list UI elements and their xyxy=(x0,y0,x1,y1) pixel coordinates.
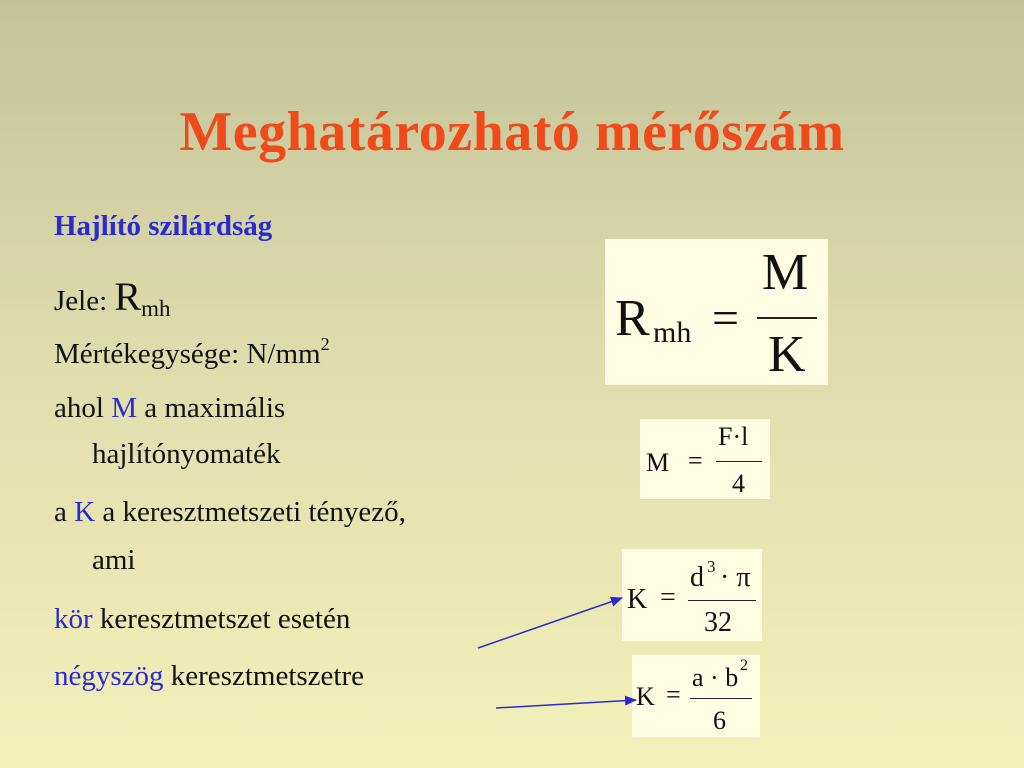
formula-m-denominator: 4 xyxy=(732,469,745,498)
ahol-continuation: hajlítónyomaték xyxy=(92,438,281,470)
formula-k-rect-denominator: 6 xyxy=(713,706,726,735)
formula-k-circle-num-base: d xyxy=(690,562,704,593)
formula-k-rect-lhs: K xyxy=(636,682,655,711)
arrow-negyszog xyxy=(496,700,636,708)
symbol-label: Jele: xyxy=(54,285,108,317)
formula-k-circle-denominator: 32 xyxy=(704,607,732,638)
symbol-subscript: mh xyxy=(141,296,171,321)
kor-word: kör xyxy=(54,603,93,635)
formula-rmh-eq: = xyxy=(712,292,740,345)
ahol-variable: M xyxy=(111,392,137,424)
formula-k-rect-eq: = xyxy=(666,680,681,709)
formula-m-eq: = xyxy=(688,446,703,475)
arrow-kor xyxy=(478,598,622,648)
formula-m-lhs: M xyxy=(646,448,670,477)
kor-text: keresztmetszet esetén xyxy=(99,603,351,635)
formula-k-circle-lhs: K xyxy=(627,584,648,615)
formula-rmh-numerator: M xyxy=(762,244,809,301)
formula-k-circle-num-exp: 3 xyxy=(707,557,716,576)
symbol-r: R xyxy=(114,274,142,319)
negy-text: keresztmetszetre xyxy=(170,660,364,692)
a-prefix: a xyxy=(54,496,67,528)
formula-rmh-sub: mh xyxy=(653,316,692,349)
ahol-text: a maximális xyxy=(144,392,286,424)
formula-k-circle-num-rest: · π xyxy=(720,562,751,593)
negy-word: négyszög xyxy=(54,660,164,692)
formula-k-rect-num-base: a · b xyxy=(692,663,739,692)
section-heading: Hajlító szilárdság xyxy=(54,210,273,242)
formula-rmh-denominator: K xyxy=(768,326,806,383)
a-text: a keresztmetszeti tényező, xyxy=(102,496,406,528)
a-variable: K xyxy=(74,496,96,528)
formula-rmh-lhs: R xyxy=(615,290,650,347)
slide-title: Meghatározható mérőszám xyxy=(179,101,845,163)
a-continuation: ami xyxy=(92,544,136,576)
ahol-prefix: ahol xyxy=(54,392,104,424)
unit-label: Mértékegysége: N/mm xyxy=(54,338,321,370)
unit-exponent: 2 xyxy=(320,334,330,354)
formula-k-circle-eq: = xyxy=(660,582,676,613)
formula-m-numerator: F·l xyxy=(718,422,749,451)
formula-k-rect-num-exp: 2 xyxy=(740,657,748,674)
